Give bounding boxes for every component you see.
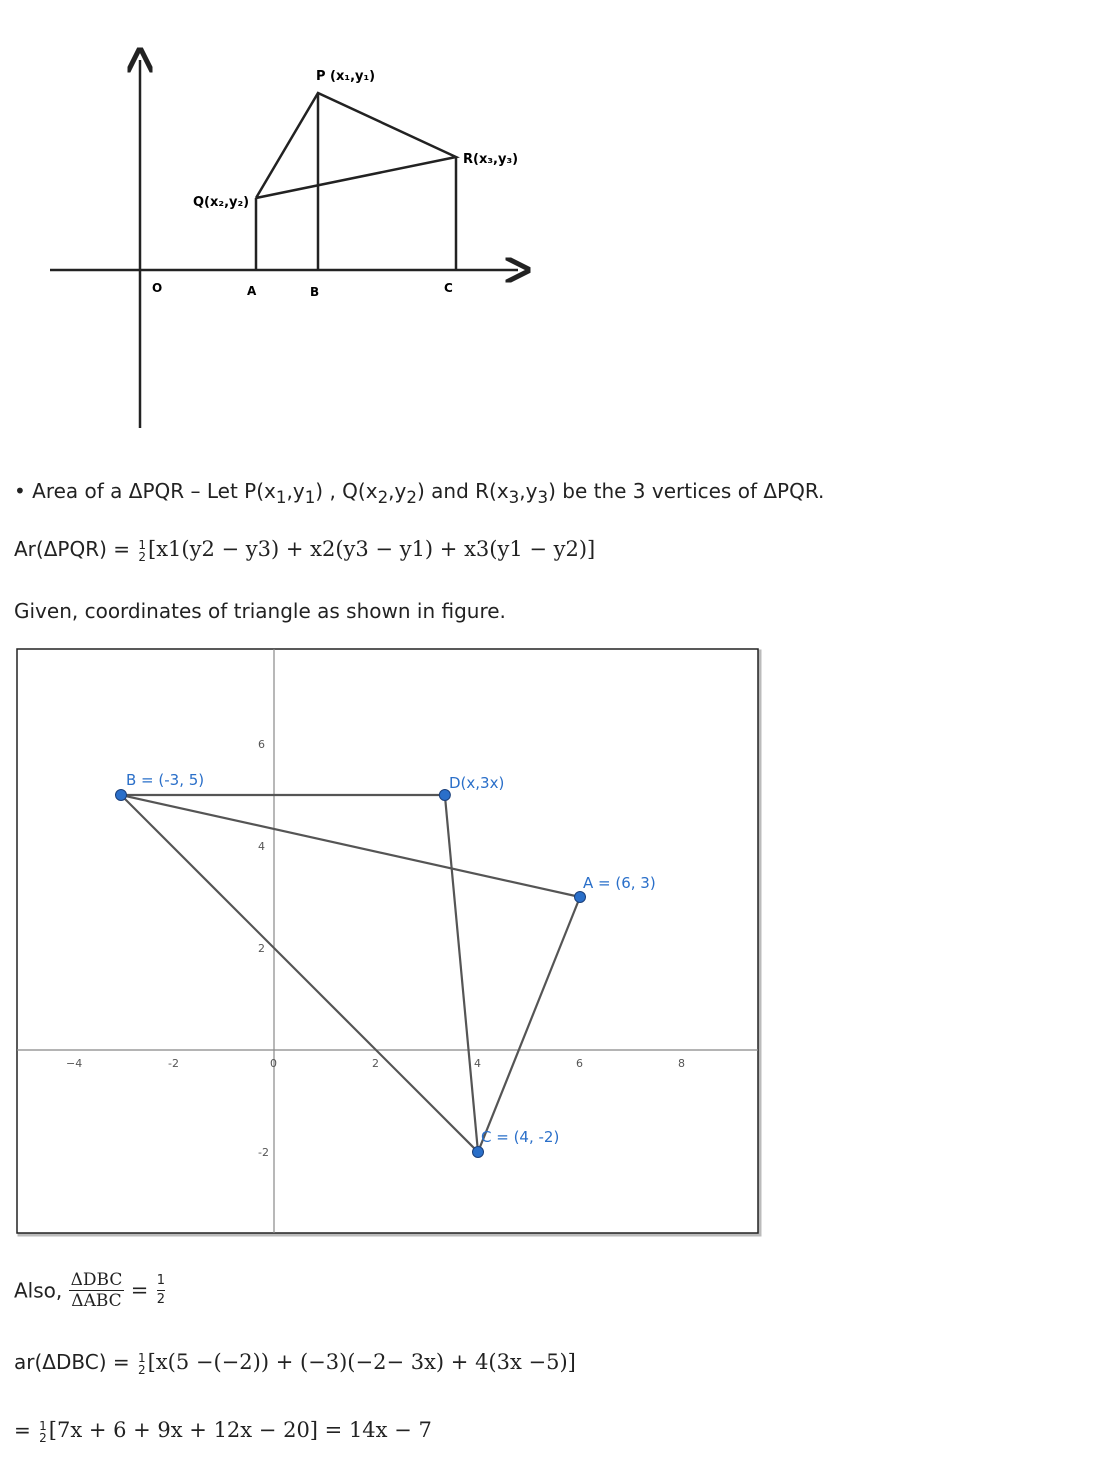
- given-text: Given, coordinates of triangle as shown in figure.: [14, 599, 506, 623]
- y-tick-label: 4: [258, 840, 265, 853]
- x-tick-label: 6: [576, 1057, 583, 1070]
- x-tick-label: 4: [474, 1057, 481, 1070]
- y-tick-label: -2: [258, 1146, 269, 1159]
- y-tick-label: 2: [258, 942, 265, 955]
- point-label-d: D(x,3x): [449, 774, 505, 792]
- ar-dbc-formula: ar(ΔDBC) = 1 2 [x(5 −(−2)) + (−3)(−2− 3x) + 4(3x −5)]: [14, 1350, 576, 1377]
- y-tick-label: 6: [258, 738, 265, 751]
- label-a: A: [247, 284, 257, 298]
- point-c[interactable]: [473, 1147, 484, 1158]
- x-tick-label: 2: [372, 1057, 379, 1070]
- label-b: B: [310, 285, 320, 299]
- area-definition: • Area of a ΔPQR – Let $P(x_1,y_1)$ , $Q(x_2,y_2)$ and $R(x_3,y_3)$ be the 3 vertices of ΔPQR.: [14, 479, 825, 507]
- point-b[interactable]: [116, 790, 127, 801]
- point-label-b: B = (-3, 5): [126, 771, 205, 789]
- final-result: = 1 2 [7x + 6 + 9x + 12x − 20] = 14x − 7: [14, 1418, 432, 1445]
- point-label-a: A = (6, 3): [583, 874, 656, 892]
- label-o: O: [152, 281, 163, 295]
- x-tick-label: 8: [678, 1057, 685, 1070]
- x-tick-label: −4: [66, 1057, 83, 1070]
- point-label-c: C = (4, -2): [481, 1128, 560, 1146]
- label-r: R(x₃,y₃): [463, 152, 519, 167]
- x-tick-label: 0: [270, 1057, 277, 1070]
- also-ratio: Also, ΔDBC ΔABC = $\frac{1}{2}$: [14, 1270, 165, 1311]
- point-a[interactable]: [575, 892, 586, 903]
- label-c: C: [444, 281, 453, 295]
- label-p: P (x₁,y₁): [316, 69, 376, 84]
- label-q: Q(x₂,y₂): [193, 195, 250, 210]
- area-formula: Ar(ΔPQR) = 1 2 [x1(y2 − y3) + x2(y3 − y1) + x3(y1 − y2)]: [14, 537, 596, 564]
- x-tick-label: -2: [168, 1057, 179, 1070]
